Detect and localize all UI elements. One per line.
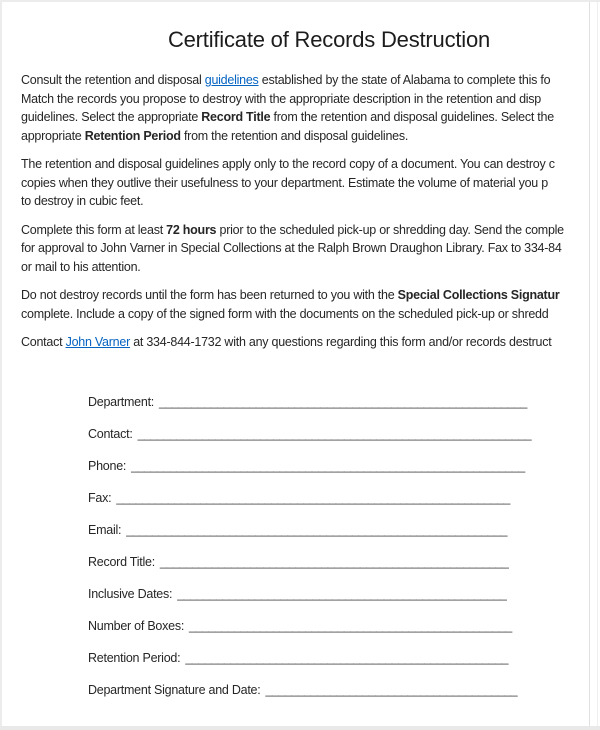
bold-text: Record Title — [201, 110, 271, 124]
paragraph-4 — [21, 286, 588, 323]
field-label: Phone: — [88, 459, 127, 473]
field-blank-line: ___________________________________________________________ — [126, 523, 507, 537]
field-label: Department Signature and Date: — [88, 683, 261, 697]
text-line — [21, 108, 588, 127]
form-field-row — [88, 681, 588, 700]
field-label: Retention Period: — [88, 651, 181, 665]
body-text: from the retention and disposal guidelines. Select the — [270, 110, 554, 124]
page-edge-bottom — [0, 726, 600, 730]
body-text: copies when they outlive their usefulness to your department. Estimate the volume of material you p — [21, 175, 548, 190]
form-field-row — [88, 617, 588, 636]
body-text: Complete this form at least — [21, 222, 167, 237]
body-text: Contact — [21, 335, 66, 349]
form-field-row — [88, 585, 588, 604]
field-blank-line: __________________________________________________ — [189, 619, 512, 633]
field-blank-line: _____________________________________________________________ — [131, 459, 525, 473]
text-line — [21, 90, 588, 109]
field-label: Fax: — [88, 491, 112, 505]
body-text: appropriate — [21, 128, 85, 143]
text-line — [21, 155, 588, 174]
bold-text: 72 hours — [166, 222, 217, 237]
paragraph-3 — [21, 221, 588, 277]
field-blank-line: ______________________________________________________ — [159, 555, 509, 569]
paragraph-2 — [21, 155, 588, 211]
text-line — [21, 221, 588, 240]
text-line — [21, 258, 588, 277]
field-label: Email: — [88, 523, 122, 537]
destruction-form-fields — [88, 393, 588, 713]
field-blank-line: _____________________________________________________________ — [116, 491, 510, 505]
text-line — [21, 286, 588, 305]
field-blank-line: __________________________________________________ — [185, 651, 508, 665]
intro-paragraphs — [21, 71, 588, 362]
field-blank-line: ___________________________________________________ — [177, 587, 507, 601]
page-edge-top — [0, 0, 600, 2]
bold-text: Special Collections Signatur — [397, 288, 560, 302]
field-blank-line: _______________________________________ — [265, 683, 518, 697]
page-edge-left — [0, 0, 2, 730]
body-text: The retention and disposal guidelines apply only to the record copy of a document. You can destroy c — [21, 157, 555, 171]
text-line — [21, 333, 588, 352]
form-field-row — [88, 649, 588, 668]
field-label: Contact: — [88, 427, 133, 441]
page-edge-right — [589, 2, 590, 726]
text-line — [21, 127, 588, 146]
form-field-row — [88, 393, 588, 412]
text-line — [21, 174, 588, 193]
bold-text: Retention Period — [84, 128, 181, 143]
field-blank-line: _________________________________________________________ — [159, 395, 527, 409]
form-field-row — [88, 553, 588, 572]
john-varner-link[interactable]: John Varner — [65, 335, 130, 349]
text-line — [21, 239, 588, 258]
body-text: guidelines. Select the appropriate — [21, 110, 202, 124]
body-text: Consult the retention and disposal — [21, 73, 205, 87]
guidelines-link[interactable]: guidelines — [204, 73, 259, 87]
form-field-row — [88, 521, 588, 540]
field-label: Number of Boxes: — [88, 619, 185, 633]
form-field-row — [88, 489, 588, 508]
text-line — [21, 71, 588, 90]
page-title: Certificate of Records Destruction — [167, 27, 491, 52]
field-label: Department: — [88, 395, 155, 409]
body-text: or mail to his attention. — [21, 259, 141, 274]
field-blank-line: _____________________________________________________________ — [137, 427, 532, 441]
field-label: Record Title: — [88, 555, 155, 569]
text-line — [21, 192, 588, 211]
body-text: Do not destroy records until the form has been returned to you with the — [21, 288, 398, 302]
body-text: at 334-844-1732 with any questions regarding this form and/or records destruct — [129, 335, 552, 349]
body-text: for approval to John Varner in Special Collections at the Ralph Brown Draughon Library. Fax to 334-84 — [21, 241, 562, 255]
form-field-row — [88, 457, 588, 476]
body-text: complete. Include a copy of the signed form with the documents on the scheduled pick-up or shredd — [21, 306, 549, 321]
text-line — [21, 305, 588, 324]
body-text: Match the records you propose to destroy with the appropriate description in the retention and disp — [21, 91, 542, 106]
page-edge-right-outer — [597, 2, 598, 726]
body-text: to destroy in cubic feet. — [21, 194, 144, 208]
paragraph-5 — [21, 333, 588, 352]
body-text: from the retention and disposal guidelines. — [180, 128, 409, 143]
body-text: established by the state of Alabama to complete this fo — [258, 73, 551, 87]
form-field-row — [88, 425, 588, 444]
paragraph-1 — [21, 71, 588, 145]
field-label: Inclusive Dates: — [88, 587, 173, 601]
body-text: prior to the scheduled pick-up or shredding day. Send the comple — [216, 222, 564, 237]
